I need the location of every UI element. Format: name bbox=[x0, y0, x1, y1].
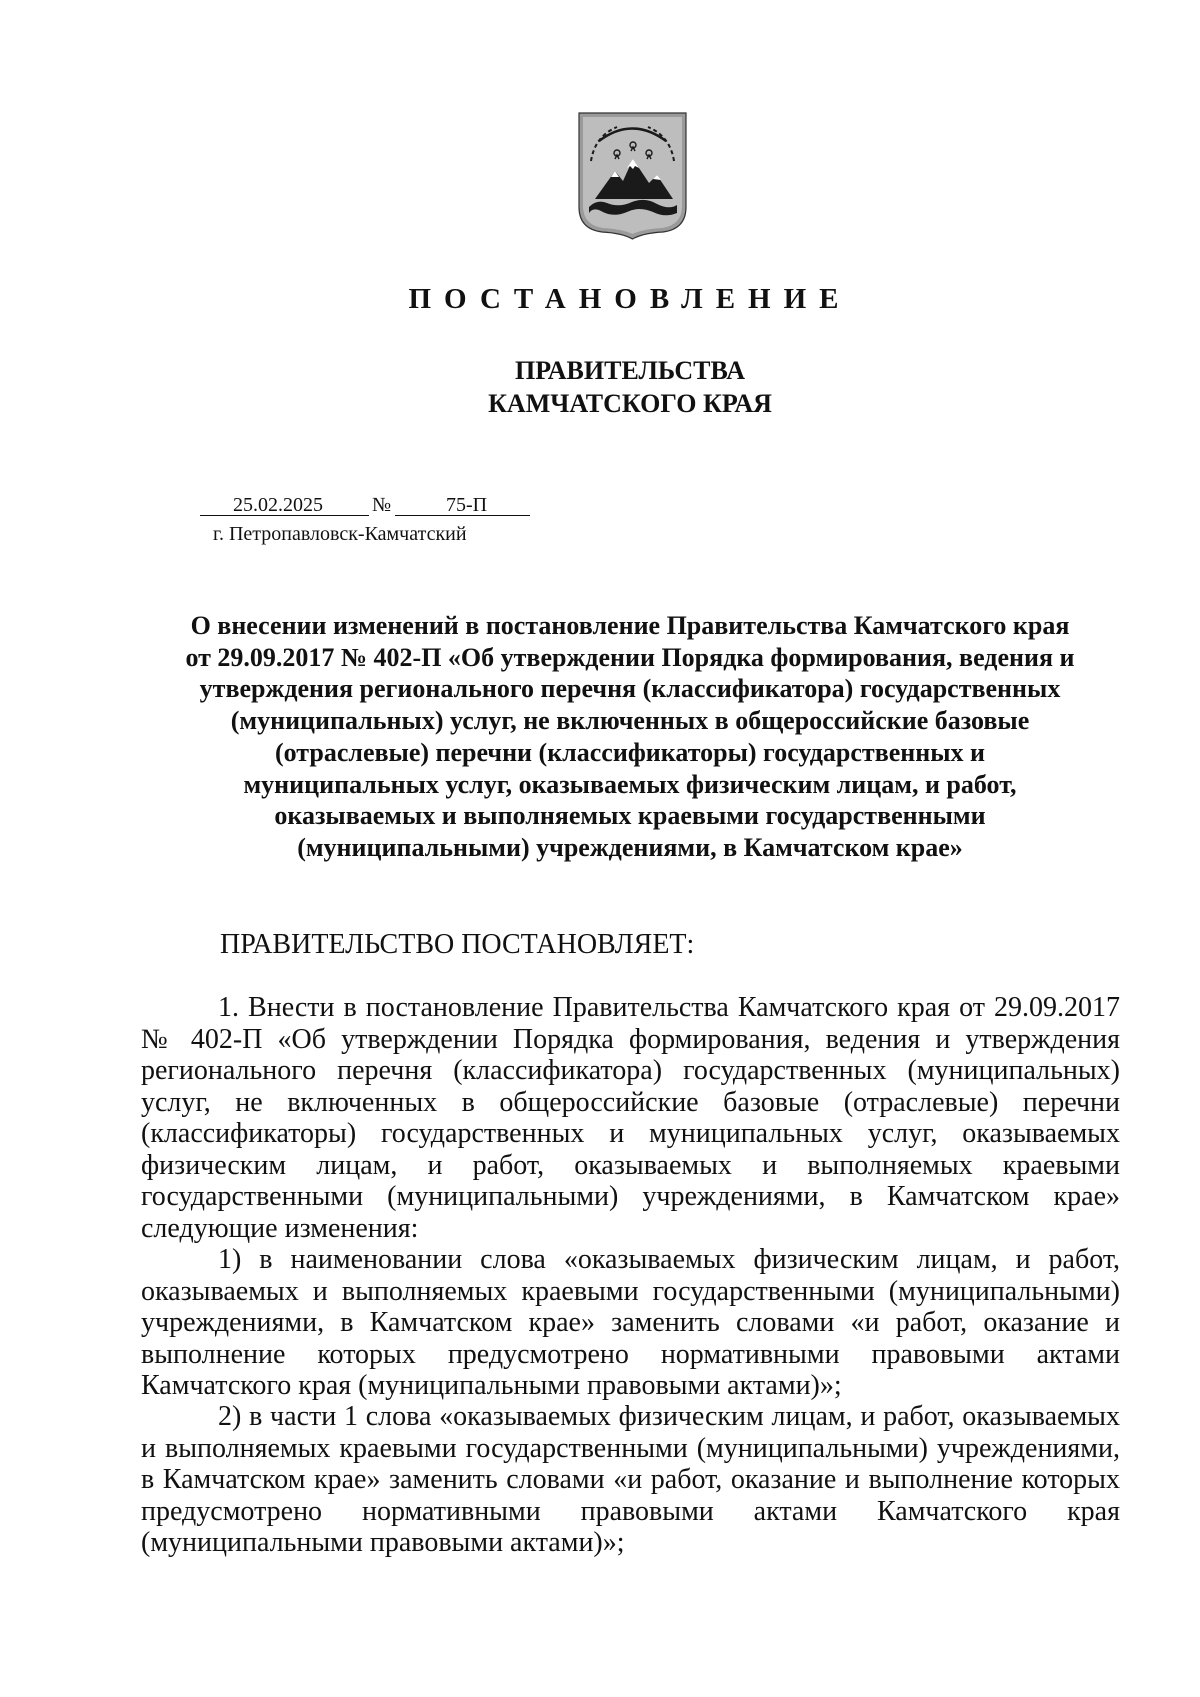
text-line: и выполняемых краевыми государственными (муниципальными) учреждениями, bbox=[141, 1432, 1120, 1464]
title-line: оказываемых и выполняемых краевыми государственными bbox=[274, 801, 986, 831]
paragraph-item-1 bbox=[141, 992, 1120, 1244]
text-line: выполнение которых предусмотрено нормативными правовыми актами bbox=[141, 1338, 1120, 1370]
text-line: физическим лицам, и работ, оказываемых и выполняемых краевыми bbox=[141, 1149, 1120, 1181]
text-line: (классификаторы) государственных и муниципальных услуг, оказываемых bbox=[141, 1118, 1120, 1149]
text-line: учреждениями, в Камчатском крае» заменить словами «и работ, оказание и bbox=[141, 1307, 1120, 1338]
title-line: (муниципальными) учреждениями, в Камчатском крае» bbox=[297, 832, 963, 862]
paragraph-subitem-2 bbox=[141, 1401, 1120, 1559]
decree-phrase: ПРАВИТЕЛЬСТВО ПОСТАНОВЛЯЕТ: bbox=[220, 929, 695, 960]
text-line: предусмотрено нормативными правовыми актами Камчатского края bbox=[141, 1495, 1120, 1527]
text-line: 1) в наименовании слова «оказываемых физическим лицам, и работ, bbox=[218, 1244, 1120, 1275]
text-line: 2) в части 1 слова «оказываемых физическим лицам, и работ, оказываемых bbox=[218, 1401, 1120, 1432]
authority-line: ПРАВИТЕЛЬСТВА bbox=[515, 356, 745, 385]
text-line: 1. Внести в постановление Правительства Камчатского края от 29.09.2017 bbox=[218, 992, 1120, 1023]
title-line: О внесении изменений в постановление Правительства Камчатского края bbox=[190, 611, 1070, 640]
document-date: 25.02.2025 bbox=[233, 494, 323, 516]
text-line: Камчатского края (муниципальными правовыми актами)»; bbox=[141, 1370, 842, 1401]
title-line: муниципальных услуг, оказываемых физическим лицам, и работ, bbox=[243, 769, 1017, 799]
text-line: оказываемых и выполняемых краевыми государственными (муниципальными) bbox=[141, 1275, 1120, 1307]
text-line: в Камчатском крае» заменить словами «и работ, оказание и выполнение которых bbox=[141, 1464, 1120, 1495]
number-underline bbox=[395, 515, 530, 516]
title-line: от 29.09.2017 № 402-П «Об утверждении Порядка формирования, ведения и bbox=[185, 642, 1075, 672]
text-line: № 402-П «Об утверждении Порядка формирования, ведения и утверждения bbox=[141, 1023, 1120, 1055]
text-line: услуг, не включенных в общероссийские базовые (отраслевые) перечни bbox=[141, 1086, 1120, 1118]
text-line: государственными (муниципальными) учреждениями, в Камчатском крае» bbox=[141, 1181, 1120, 1212]
title-line: (отраслевые) перечни (классификаторы) государственных и bbox=[274, 737, 986, 767]
number-sign: № bbox=[372, 494, 392, 516]
paragraph-subitem-1 bbox=[141, 1244, 1120, 1402]
authority-line: КАМЧАТСКОГО КРАЯ bbox=[488, 389, 772, 418]
document-number: 75-П bbox=[446, 494, 488, 516]
text-line: регионального перечня (классификатора) государственных (муниципальных) bbox=[141, 1055, 1120, 1086]
document-type: ПОСТАНОВЛЕНИЕ bbox=[408, 283, 852, 315]
title-line: утверждения регионального перечня (классификатора) государственных bbox=[199, 674, 1061, 704]
text-line: следующие изменения: bbox=[141, 1212, 419, 1244]
kamchatka-coat-of-arms-icon bbox=[577, 111, 688, 240]
title-line: (муниципальных) услуг, не включенных в общероссийские базовые bbox=[230, 706, 1030, 736]
document-title bbox=[140, 610, 1120, 864]
city: г. Петропавловск-Камчатский bbox=[213, 523, 467, 545]
issuing-authority bbox=[0, 354, 1200, 420]
date-underline bbox=[200, 515, 369, 516]
text-line: (муниципальными правовыми актами)»; bbox=[141, 1527, 625, 1558]
